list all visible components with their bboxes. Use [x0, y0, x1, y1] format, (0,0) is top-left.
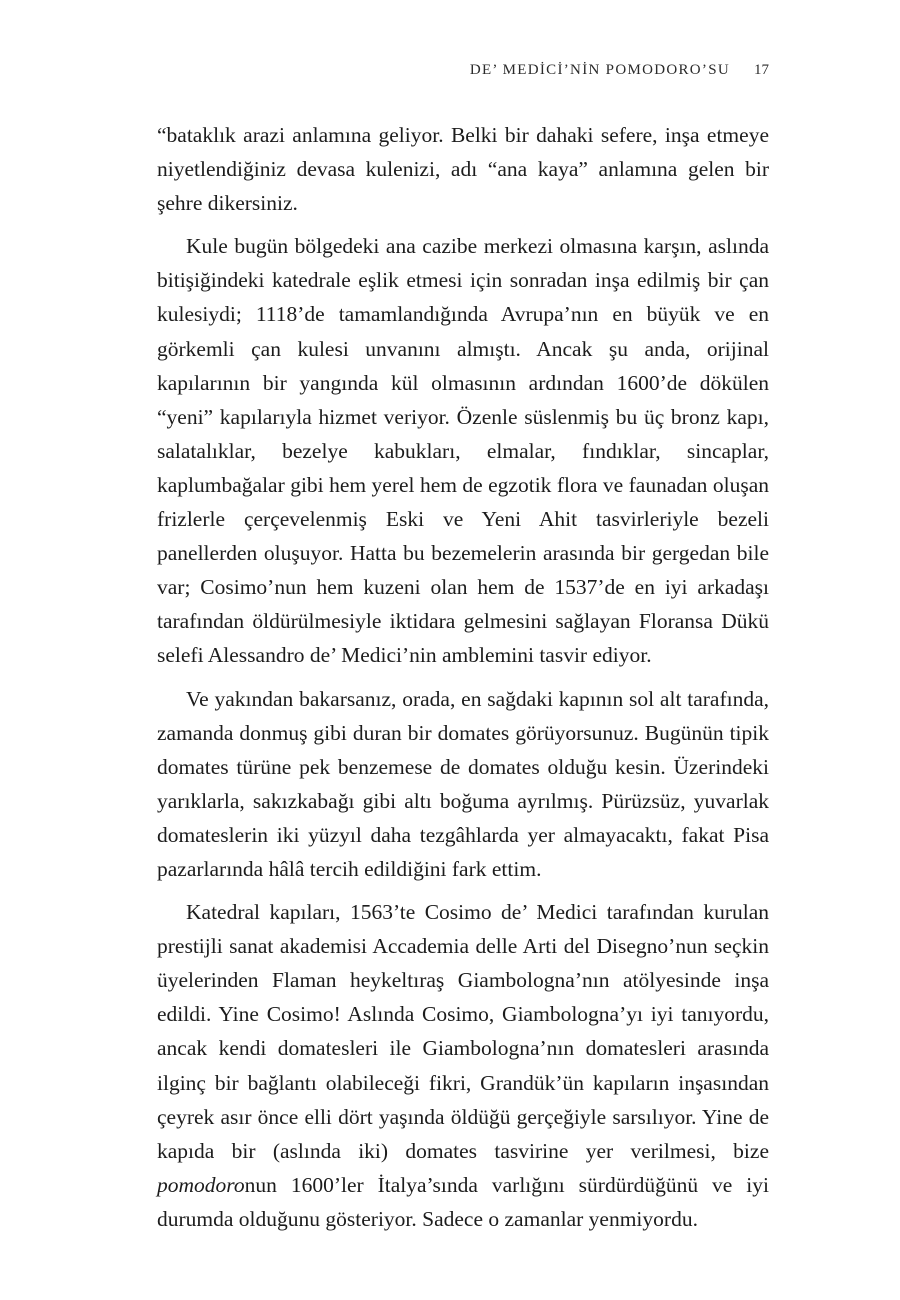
paragraph-3: Ve yakından bakarsanız, orada, en sağdaki kapının sol alt tarafında, zamanda donmuş gibi duran bir domates görüyorsunuz. Bugünün tipik domates türüne pek benzemese de domates olduğu kesin. Üzerindeki yarıklarla, sakızkabağı gibi altı boğuma ayrılmış. Pürüzsüz, yuvarlak domateslerin iki yüzyıl daha tezgâhlarda yer almayacaktı, fakat Pisa pazarlarında hâlâ tercih edildiğini fark ettim.	[157, 686, 769, 881]
paragraph-2: Kule bugün bölgedeki ana cazibe merkezi olmasına karşın, aslında bitişiğindeki katedrale eşlik etmesi için sonradan inşa edilmiş bir çan kulesiydi; 1118’de tamamlandığında Avrupa’nın en büyük ve en görkemli çan kulesi unvanını almıştı. Ancak şu anda, orijinal kapılarının bir yangında kül olmasının ardından 1600’de dökülen “yeni” kapılarıyla hizmet veriyor. Özenle süslenmiş bu üç bronz kapı, salatalıklar, bezelye kabukları, elmalar, fındıklar, sincaplar, kaplumbağalar gibi hem yerel hem de egzotik flora ve faunadan oluşan frizlerle çerçevelenmiş Eski ve Yeni Ahit tasvirleriyle bezeli panellerden oluşuyor. Hatta bu bezemelerin arasında bir gergedan bile var; Cosimo’nun hem kuzeni olan hem de 1537’de en iyi arkadaşı tarafından öldürülmesiyle iktidara gelmesini sağlayan Floransa Dükü selefi Alessandro de’ Medici’nin amblemini tasvir ediyor.	[157, 234, 769, 668]
page-number: 17	[754, 62, 769, 78]
body-text	[157, 118, 769, 1236]
running-header	[0, 62, 769, 79]
paragraph-4-part-1: Katedral kapıları, 1563’te Cosimo de’ Medici tarafından kurulan prestijli sanat akademisi Accademia delle Arti del Disegno’nun seçkin üyelerinden Flaman heykeltıraş Giambologna’nın atölyesinde inşa edildi. Yine Cosimo! Aslında Cosimo, Giambologna’yı iyi tanıyordu, ancak kendi domatesleri ile Giambologna’nın domatesleri arasında ilginç bir bağlantı olabileceği fikri, Grandük’ün kapıların inşasından çeyrek asır önce elli dört yaşında öldüğü gerçeğiyle sarsılıyor. Yine de kapıda bir (aslında iki) domates tasvirine yer verilmesi, bize	[157, 900, 769, 1163]
running-title: DE’ MEDİCİ’NİN POMODORO’SU	[469, 62, 730, 78]
paragraph-4	[157, 895, 769, 1236]
paragraph-1: “bataklık arazi anlamına geliyor. Belki bir dahaki sefere, inşa etmeye niyetlendiğiniz devasa kulenizi, adı “ana kaya” anlamına gelen bir şehre dikersiniz.	[157, 123, 769, 216]
italic-term: pomodoro	[157, 1172, 245, 1197]
paragraph-4-part-2: nun 1600’ler İtalya’sında varlığını sürdürdüğünü ve iyi durumda olduğunu gösteriyor. Sadece o zamanlar yenmiyordu.	[157, 1172, 769, 1231]
